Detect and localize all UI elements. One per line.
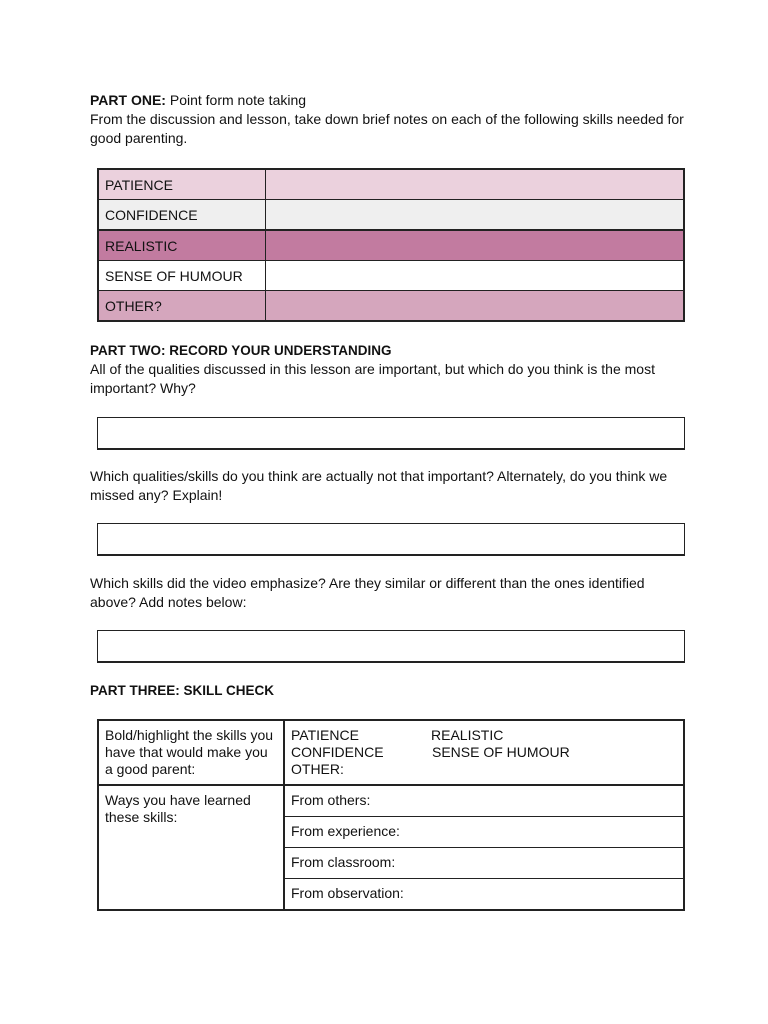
row-label-confidence: CONFIDENCE: [98, 200, 266, 231]
skills-list-cell: [284, 720, 684, 785]
part-one-heading-bold: PART ONE:: [90, 92, 166, 108]
part-one-instructions: From the discussion and lesson, take down brief notes on each of the following skills needed for good parenting.: [90, 111, 684, 146]
part-one-heading: [90, 91, 690, 110]
answer-box-most-important[interactable]: [97, 417, 685, 450]
table-row: [98, 169, 684, 200]
notes-cell-other[interactable]: [266, 291, 685, 322]
answer-box-video-skills[interactable]: [97, 630, 685, 663]
ways-from-others[interactable]: From others:: [284, 785, 684, 817]
notes-cell-patience[interactable]: [266, 169, 685, 200]
question-most-important: All of the qualities discussed in this lesson are important, but which do you think is the most important? Why?: [90, 361, 655, 396]
skill-other[interactable]: OTHER:: [291, 761, 344, 777]
skill-patience[interactable]: PATIENCE: [291, 727, 359, 743]
highlight-skills-label: Bold/highlight the skills you have that would make you a good parent:: [98, 720, 284, 785]
table-row: [98, 720, 684, 785]
row-label-realistic: REALISTIC: [98, 230, 266, 261]
ways-from-experience[interactable]: From experience:: [284, 817, 684, 848]
row-label-patience: PATIENCE: [98, 169, 266, 200]
answer-box-not-important[interactable]: [97, 523, 685, 556]
part-three-heading: PART THREE: SKILL CHECK: [90, 683, 275, 698]
table-row: [98, 261, 684, 291]
skills-notes-table: [97, 168, 685, 322]
question-not-important: Which qualities/skills do you think are actually not that important? Alternately, do you think we missed any? Explain!: [90, 468, 668, 503]
row-label-sense-of-humour: SENSE OF HUMOUR: [98, 261, 266, 291]
ways-from-classroom[interactable]: From classroom:: [284, 848, 684, 879]
table-row: [98, 200, 684, 231]
ways-from-observation[interactable]: From observation:: [284, 879, 684, 911]
table-row: [98, 230, 684, 261]
skill-sense-of-humour[interactable]: SENSE OF HUMOUR: [432, 744, 570, 760]
ways-learned-label: Ways you have learned these skills:: [98, 785, 284, 910]
part-one-heading-rest: Point form note taking: [165, 92, 307, 108]
table-row: [98, 785, 684, 817]
notes-cell-realistic[interactable]: [266, 230, 685, 261]
notes-cell-sense-of-humour[interactable]: [266, 261, 685, 291]
skill-realistic[interactable]: REALISTIC: [431, 727, 504, 743]
row-label-other: OTHER?: [98, 291, 266, 322]
part-two-heading: PART TWO: RECORD YOUR UNDERSTANDING: [90, 343, 392, 358]
skill-check-table: [97, 719, 685, 911]
question-video-skills: Which skills did the video emphasize? Are they similar or different than the ones identified above? Add notes below:: [90, 575, 645, 610]
table-row: [98, 291, 684, 322]
skill-confidence[interactable]: CONFIDENCE: [291, 744, 384, 760]
notes-cell-confidence[interactable]: [266, 200, 685, 231]
